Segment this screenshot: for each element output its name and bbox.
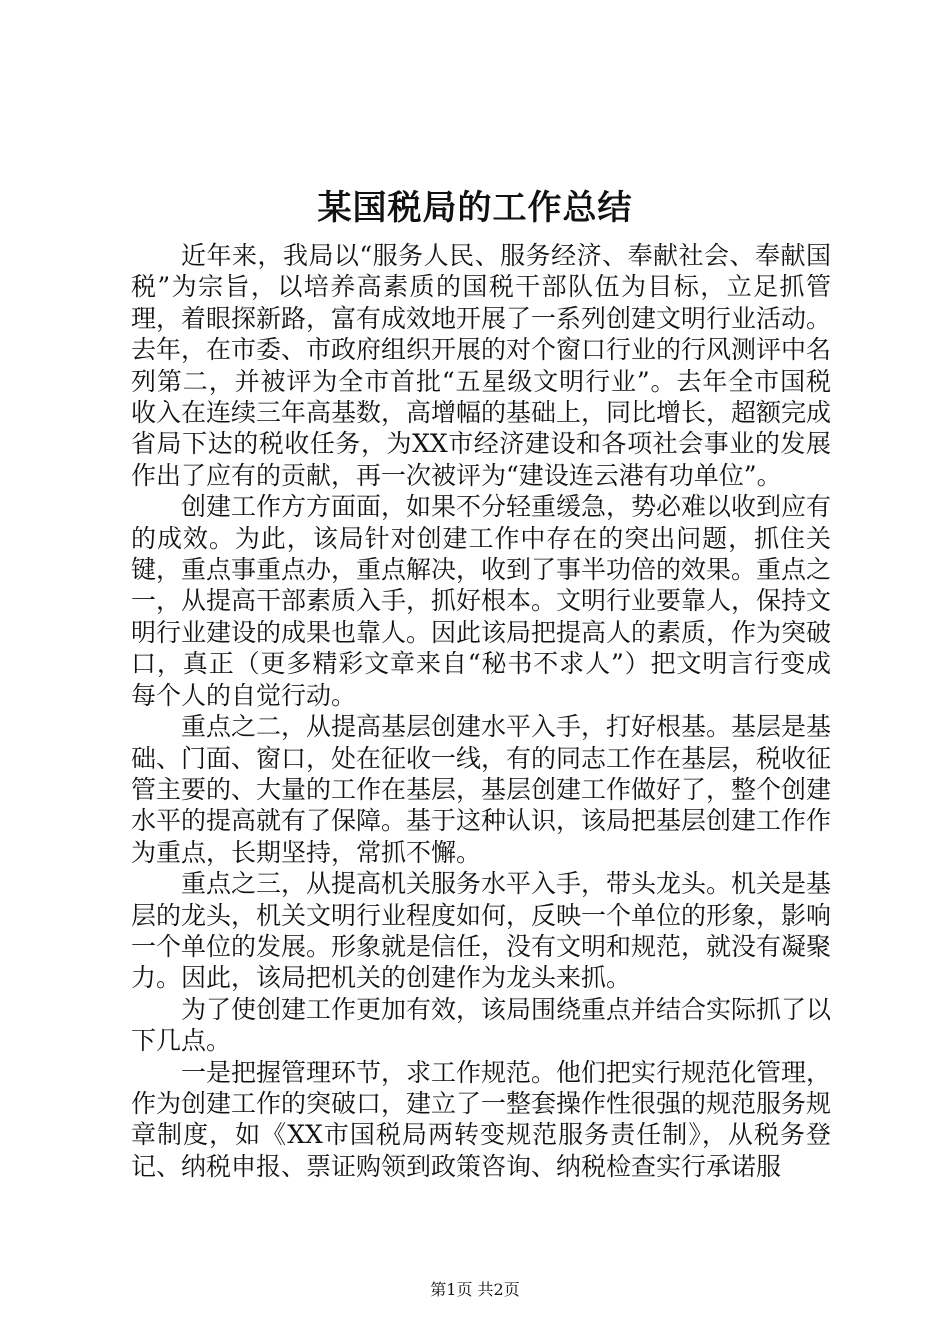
document-body [131,240,831,1182]
paragraph-5: 为了使创建工作更加有效，该局围绕重点并结合实际抓了以下几点。 [131,994,832,1056]
paragraph-2: 创建工作方方面面，如果不分轻重缓急，势必难以收到应有的成效。为此，该局针对创建工作中存在的突出问题，抓住关键，重点事重点办，重点解决，收到了事半功倍的效果。重点之一，从提高干部素质入手，抓好根本。文明行业要靠人，保持文明行业建设的成果也靠人。因此该局把提高人的素质，作为突破口，真正（更多精彩文章来自“秘书不求人”）把文明言行变成每个人的自觉行动。 [131,492,832,710]
document-title: 某国税局的工作总结 [317,188,633,228]
paragraph-1: 近年来，我局以“服务人民、服务经济、奉献社会、奉献国税”为宗旨，以培养高素质的国税干部队伍为目标，立足抓管理，着眼探新路，富有成效地开展了一系列创建文明行业活动。去年，在市委、市政府组织开展的对个窗口行业的行风测评中名列第二，并被评为全市首批“五星级文明行业”。去年全市国税收入在连续三年高基数，高增幅的基础上，同比增长，超额完成省局下达的税收任务，为XX市经济建设和各项社会事业的发展作出了应有的贡献，再一次被评为“建设连云港有功单位”。 [131,241,832,490]
page-number-footer: 第1页 共2页 [430,1280,520,1299]
paragraph-3: 重点之二，从提高基层创建水平入手，打好根基。基层是基础、门面、窗口，处在征收一线，有的同志工作在基层，税收征管主要的、大量的工作在基层，基层创建工作做好了，整个创建水平的提高就有了保障。基于这种认识，该局把基层创建工作作为重点，长期坚持，常抓不懈。 [131,712,832,867]
paragraph-6: 一是把握管理环节，求工作规范。他们把实行规范化管理，作为创建工作的突破口，建立了一整套操作性很强的规范服务规章制度，如《XX市国税局两转变规范服务责任制》，从税务登记、纳税申报、票证购领到政策咨询、纳税检查实行承诺服 [131,1057,832,1181]
paragraph-4: 重点之三，从提高机关服务水平入手，带头龙头。机关是基层的龙头，机关文明行业程度如何，反映一个单位的形象，影响一个单位的发展。形象就是信任，没有文明和规范，就没有凝聚力。因此，该局把机关的创建作为龙头来抓。 [131,869,832,993]
